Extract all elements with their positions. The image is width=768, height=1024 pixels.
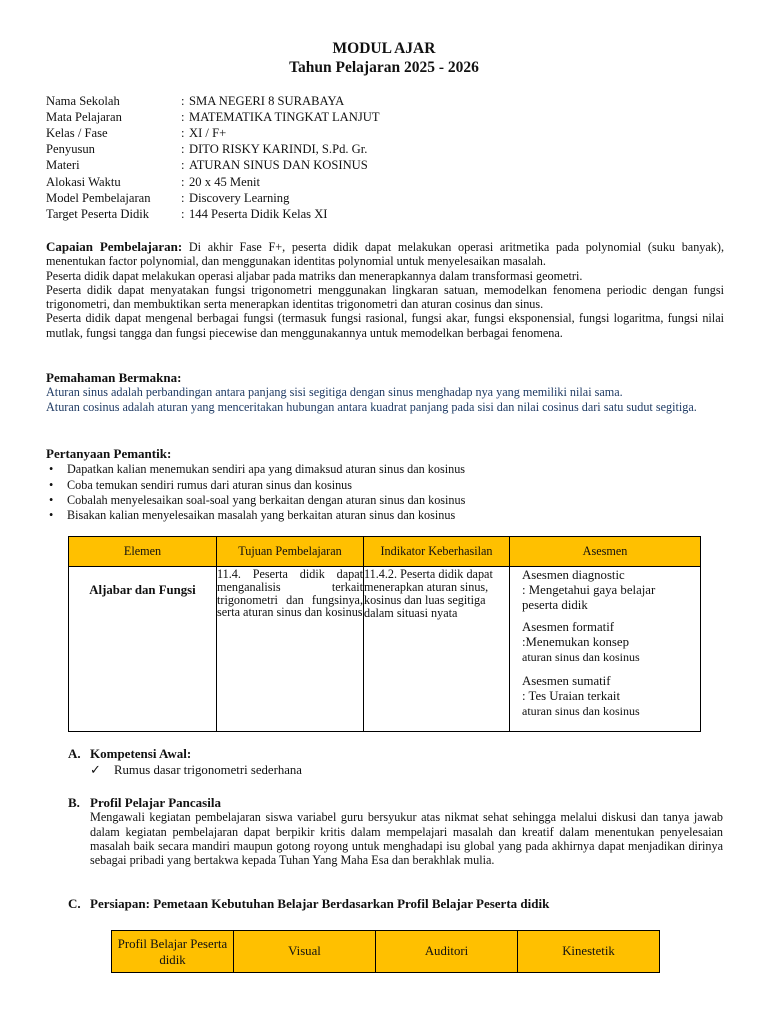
learning-goals-table	[68, 536, 701, 732]
info-key: Materi	[46, 158, 80, 172]
info-key: Nama Sekolah	[46, 94, 120, 108]
info-key: Model Pembelajaran	[46, 191, 151, 205]
indicator-cell: 11.4.2. Peserta didik dapat menerapkan aturan sinus, kosinus dan luas segitiga dalam situasi nyata	[364, 567, 510, 732]
learning-outcomes-p4: Peserta didik dapat mengenal berbagai fungsi (termasuk fungsi rasional, fungsi akar, fungsi eksponensial, fungsi logaritma, fungsi nilai mutlak, fungsi tangga dan fungsi piecewise dan menggunakannya untuk memodelkan berbagai fenomena.	[46, 311, 724, 340]
list-item: • Coba temukan sendiri rumus dari aturan sinus dan kosinus	[46, 478, 724, 493]
trigger-questions-list	[46, 462, 724, 523]
info-row-author: Penyusun : DITO RISKY KARINDI, S.Pd. Gr.	[46, 142, 368, 156]
assessment-diagnostic: Asesmen diagnostic : Mengetahui gaya belajar peserta didik	[522, 568, 656, 612]
info-key: Alokasi Waktu	[46, 175, 121, 189]
learning-profile-table	[111, 930, 660, 973]
section-letter: A.	[68, 746, 81, 761]
document-title: MODUL AJAR	[332, 40, 436, 57]
info-row-time: Alokasi Waktu : 20 x 45 Menit	[46, 175, 261, 189]
section-b-heading: Profil Pelajar Pancasila	[90, 795, 221, 810]
assessment-formative: Asesmen formatif :Menemukan konsep aturan sinus dan kosinus	[522, 620, 640, 664]
academic-year: Tahun Pelajaran 2025 - 2026	[289, 59, 479, 76]
info-row-material: Materi : ATURAN SINUS DAN KOSINUS	[46, 158, 368, 172]
assessment-summative: Asesmen sumatif : Tes Uraian terkait aturan sinus dan kosinus	[522, 674, 640, 718]
info-row-model: Model Pembelajaran : Discovery Learning	[46, 191, 290, 205]
info-row-school: Nama Sekolah : SMA NEGERI 8 SURABAYA	[46, 94, 345, 108]
section-c-heading: Persiapan: Pemetaan Kebutuhan Belajar Berdasarkan Profil Belajar Peserta didik	[90, 896, 550, 911]
section-b	[68, 796, 723, 867]
checklist-item: ✓ Rumus dasar trigonometri sederhana	[90, 763, 302, 778]
info-key: Mata Pelajaran	[46, 110, 122, 124]
info-value: MATEMATIKA TINGKAT LANJUT	[189, 110, 380, 124]
meaningful-understanding-section	[46, 371, 724, 414]
meaningful-understanding-p1: Aturan sinus adalah perbandingan antara panjang sisi segitiga dengan sinus menghadap nya yang memiliki nilai sama.	[46, 385, 623, 400]
trigger-questions-section	[46, 447, 724, 523]
info-value: 20 x 45 Menit	[189, 175, 261, 189]
table-header: Tujuan Pembelajaran	[217, 537, 364, 567]
section-a-heading: Kompetensi Awal:	[90, 746, 192, 761]
learning-outcomes-p1: Di akhir Fase F+, peserta didik dapat melakukan operasi aritmetika pada polynomial (suku banyak), menentukan factor polynomial, dan menggunakan identitas polynomial untuk menyelesaikan masalah.	[46, 240, 724, 269]
info-value: DITO RISKY KARINDI, S.Pd. Gr.	[189, 142, 368, 156]
info-row-subject: Mata Pelajaran : MATEMATIKA TINGKAT LANJUT	[46, 110, 380, 124]
element-cell: Aljabar dan Fungsi	[69, 567, 217, 732]
table-header: Indikator Keberhasilan	[364, 537, 510, 567]
info-row-target: Target Peserta Didik : 144 Peserta Didik Kelas XI	[46, 207, 328, 221]
table-header: Elemen	[69, 537, 217, 567]
objective-cell: 11.4. Peserta didik dapat menganalisis terkait trigonometri dan fungsinya, serta aturan sinus dan kosinus	[217, 567, 364, 732]
info-key: Target Peserta Didik	[46, 207, 150, 221]
info-value: 144 Peserta Didik Kelas XI	[189, 207, 328, 221]
table-header: Auditori	[376, 931, 518, 973]
table-header: Kinestetik	[518, 931, 660, 973]
meaningful-understanding-heading: Pemahaman Bermakna:	[46, 370, 182, 385]
info-value: XI / F+	[189, 126, 227, 140]
table-header: Asesmen	[510, 537, 701, 567]
table-header: Visual	[234, 931, 376, 973]
meaningful-understanding-p2: Aturan cosinus adalah aturan yang menceritakan hubungan antara kuadrat panjang pada sisi dan nilai cosinus dari satu sudut segitiga.	[46, 399, 697, 414]
list-item: • Cobalah menyelesaikan soal-soal yang berkaitan dengan aturan sinus dan kosinus	[46, 493, 724, 508]
list-item: • Bisakan kalian menyelesaikan masalah yang berkaitan aturan sinus dan kosinus	[46, 508, 724, 523]
section-letter: B.	[68, 795, 80, 810]
list-item: • Dapatkan kalian menemukan sendiri apa yang dimaksud aturan sinus dan kosinus	[46, 462, 724, 477]
learning-outcomes-section	[46, 240, 724, 340]
learning-outcomes-p2: Peserta didik dapat melakukan operasi aljabar pada matriks dan menerapkannya dalam transformasi geometri.	[46, 268, 583, 283]
info-value: SMA NEGERI 8 SURABAYA	[189, 94, 345, 108]
table-header: Profil Belajar Peserta didik	[112, 931, 234, 973]
section-a	[68, 747, 728, 778]
learning-outcomes-p3: Peserta didik dapat menyatakan fungsi trigonometri menggunakan lingkaran satuan, memodelkan fenomena periodic dengan fungsi trigonometri, dan membuktikan serta menerapkan identitas trigonometri dan aturan cosinus dan sinus.	[46, 282, 724, 312]
trigger-questions-heading: Pertanyaan Pemantik:	[46, 446, 172, 461]
info-key: Kelas / Fase	[46, 126, 108, 140]
info-value: Discovery Learning	[189, 191, 290, 205]
checkmark-icon: ✓	[90, 763, 101, 778]
assessment-cell	[510, 567, 701, 732]
info-key: Penyusun	[46, 142, 95, 156]
section-letter: C.	[68, 896, 81, 911]
section-c	[68, 897, 728, 911]
info-value: ATURAN SINUS DAN KOSINUS	[189, 158, 368, 172]
section-b-text: Mengawali kegiatan pembelajaran siswa variabel guru bersyukur atas nikmat sehat sehingga melalui diskusi dan tanya jawab dalam kegiatan pembelajaran dapat berpikir kritis dalam mempelajari masalah dan kreatif dalam menentukan penyelesaian masalah baik secara mandiri maupun gotong royong untuk menghadapi isu global yang pada akhirnya dapat menjadikan dirinya sebagai pribadi yang bertakwa kepada Tuhan Yang Maha Esa dan berakhlak mulia.	[90, 810, 723, 868]
info-row-class: Kelas / Fase : XI / F+	[46, 126, 227, 140]
learning-outcomes-heading: Capaian Pembelajaran:	[46, 239, 183, 254]
